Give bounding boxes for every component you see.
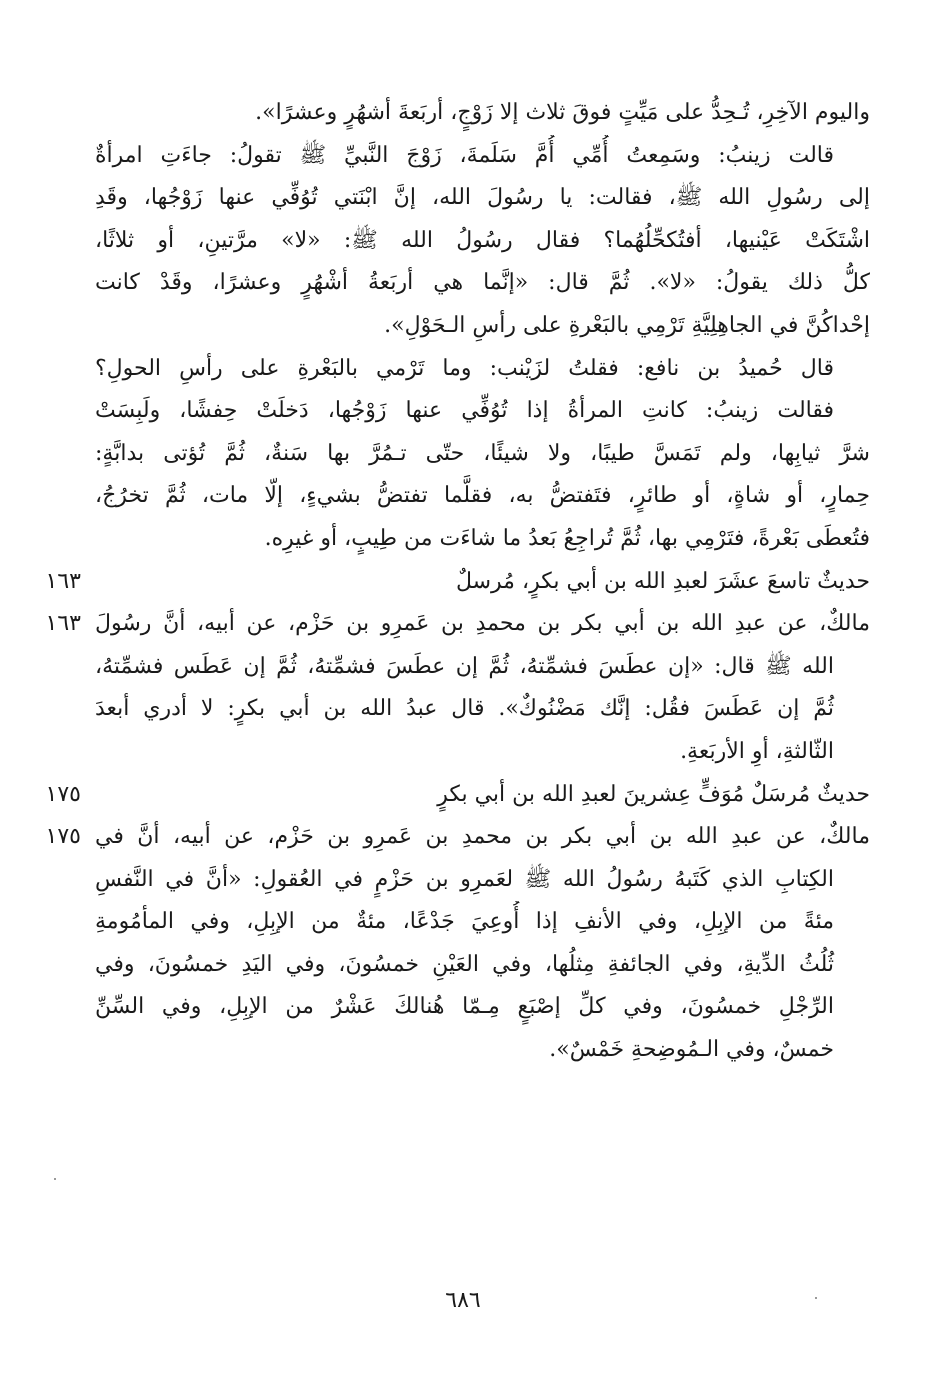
text-line: الله ﷺ قال: «إن عطَسَ فشمِّتهُ، ثُمَّ إن عطَسَ فشمِّتهُ، ثُمَّ إن عَطَس فشمِّتهُ، — [95, 653, 834, 679]
text-line: كلُّ ذلك يقولُ: «لا». ثُمَّ قال: «إنَّما هي أربَعةُ أشْهُرٍ وعشرًا، وقَدْ كانت — [95, 270, 870, 296]
page-number: ٦٨٦ — [445, 1288, 481, 1313]
text-line — [45, 603, 870, 646]
text-line — [45, 816, 870, 859]
text-line: ثُلُثُ الدِّيةِ، وفي الجائفةِ مِثلُها، وفي العَيْنِ خمسُونَ، وفي اليَدِ خمسُونَ، وفي — [95, 951, 834, 977]
margin-number: ١٧٥ — [45, 824, 81, 850]
text-line: شرَّ ثيابِها، ولم تَمَسَّ طيبًا، ولا شيئًا، حتّى تـمُرَّ بها سَنةٌ، ثُمَّ تُؤتى بدابَّةٍ: — [95, 440, 870, 466]
text-line: الرِّجْلِ خمسُونَ، وفي كلِّ إصْبَعٍ مِـمّا هُنالكَ عَشْرٌ من الإبِلِ، وفي السِّنِّ — [95, 994, 834, 1020]
text-line: الكِتابِ الذي كَتَبهُ رسُولُ الله ﷺ لعَمرِو بن حَزْمٍ في العُقولِ: «أنَّ في النَّفسِ — [95, 866, 834, 892]
text-line: واليوم الآخِرِ، تُـحِدُّ على مَيِّتٍ فوقَ ثلاث إلا زَوْجٍ، أربَعةَ أشهُرٍ وعشرًا». — [255, 100, 870, 125]
scan-speck — [815, 1297, 817, 1299]
hadith-heading-text: حديثٌ مُرسَلٌ مُوَفٍّ عِشرينَ لعبدِ الله بن أبي بكرٍ — [437, 781, 870, 807]
margin-number: ١٧٥ — [45, 781, 81, 807]
text-line: خمسٌ، وفي الـمُوضِحةِ خَمْسٌ». — [549, 1037, 834, 1063]
margin-number: ١٦٣ — [45, 568, 81, 594]
text-line: قال حُميدُ بن نافع: فقلتُ لزَيْنب: وما تَرْمي بالبَعْرةِ على رأسِ الحولِ؟ — [95, 355, 834, 381]
text-line: اشْتَكَتْ عَيْنيها، أفتُكحِّلُهُما؟ فقال رسُولُ الله ﷺ: «لا» مرَّتينِ، أو ثلاثًا، — [95, 227, 870, 253]
page-body — [45, 92, 870, 1072]
text-line-content: مالكٌ، عن عبدِ الله بن أبي بكر بن محمدِ بن عَمرِو بن حَزْم، عن أبيه، أنَّ رسُولَ — [95, 611, 870, 637]
scan-speck — [54, 1178, 56, 1180]
margin-number: ١٦٣ — [45, 611, 81, 637]
text-line: إحْداكُنَّ في الجاهِلِيَّةِ تَرْمِي بالبَعْرةِ على رأسِ الـحَوْلِ». — [384, 312, 870, 338]
hadith-heading-text: حديثٌ تاسعَ عشَرَ لعبدِ الله بن أبي بكرٍ، مُرسلٌ — [455, 568, 870, 594]
text-line-content: مالكٌ، عن عبدِ الله بن أبي بكر بن محمدِ بن عَمرِو بن حَزْم، عن أبيه، أنَّ في — [95, 824, 870, 850]
text-line: حِمارٍ، أو شاةٍ، أو طائرٍ، فتَفتضُّ به، فقلَّما تفتضُّ بشيءٍ، إلّا مات، ثُمَّ تخرُجُ، — [95, 483, 870, 509]
text-line: فقالت زينبُ: كانتِ المرأةُ إذا تُوُفِّي عنها زَوْجُها، دَخلَتْ حِفشًا، ولَبِسَتْ — [95, 398, 834, 424]
text-line: مئةً من الإبِلِ، وفي الأنفِ إذا أُوعِيَ جَدْعًا، مئةٌ من الإبِلِ، وفي المأمُومةِ — [95, 909, 834, 935]
text-line: قالت زينبُ: وسَمِعتُ أُمِّي أُمَّ سَلَمةَ، زَوْجَ النَّبيِّ ﷺ تقولُ: جاءَتِ امرأةٌ — [95, 142, 834, 168]
text-line: الثّالثةِ، أوِ الأربَعةِ. — [680, 738, 834, 764]
text-line: إلى رسُولِ الله ﷺ، فقالت: يا رسُولَ الله، إنَّ ابْنَتي تُوُفِّي عنها زَوْجُها، وقَدِ — [95, 185, 870, 211]
text-line: ثُمَّ إن عَطَسَ فقُل: إنَّك مَضْنُوكٌ». قال عبدُ الله بن أبي بكرٍ: لا أدري أبعدَ — [95, 696, 834, 722]
hadith-heading — [45, 774, 870, 817]
text-line: فتُعطَى بَعْرةً، فتَرْمِي بها، ثُمَّ تُراجِعُ بَعدُ ما شاءَت من طِيبٍ، أو غيرِه. — [264, 525, 870, 551]
hadith-heading — [45, 561, 870, 604]
